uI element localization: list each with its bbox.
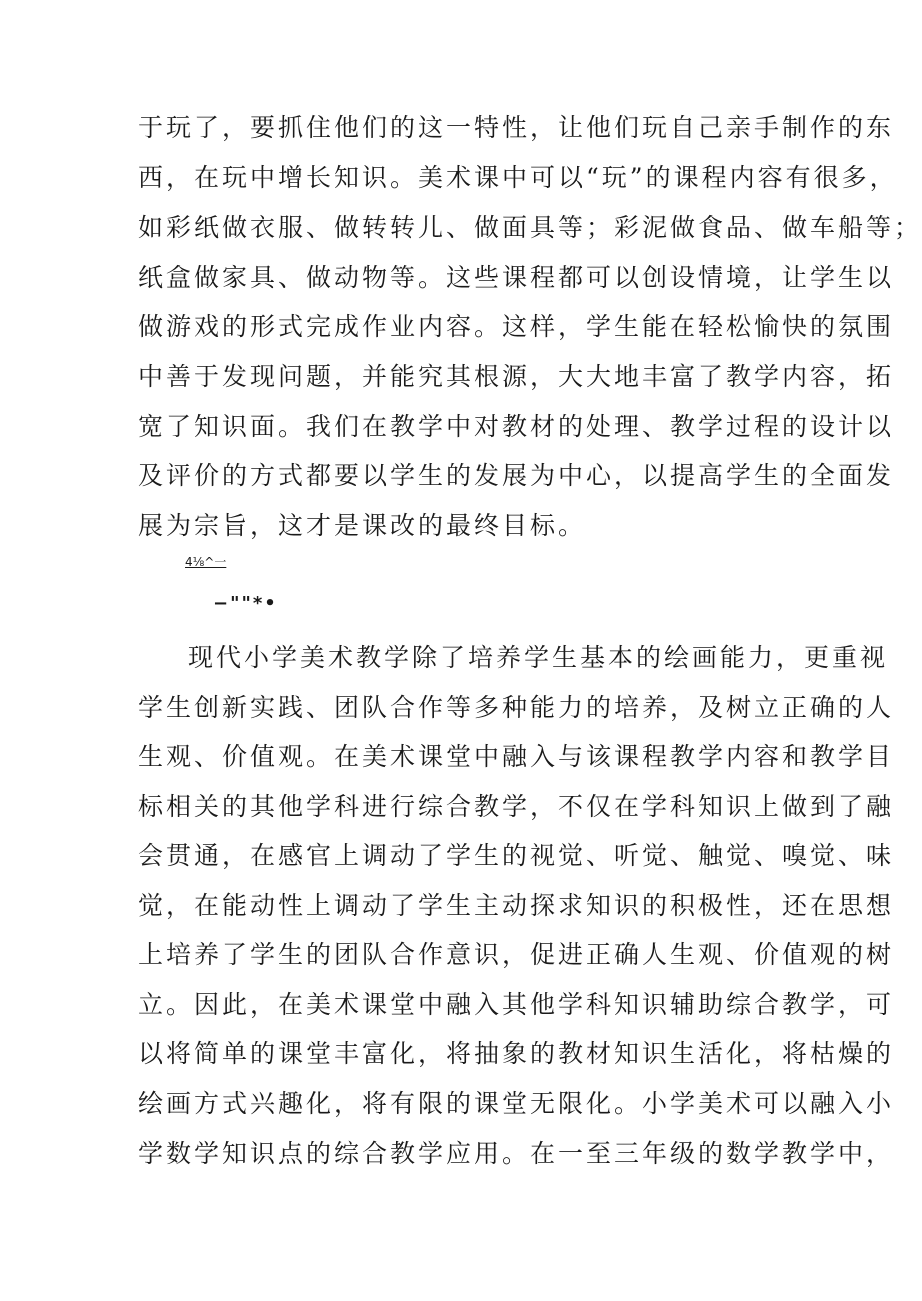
text-line: 展为宗旨，这才是课改的最终目标。 xyxy=(138,511,587,540)
artifact-mark-1: 4⅛^一 xyxy=(185,555,227,569)
text-line: 做游戏的形式完成作业内容。这样，学生能在轻松愉快的氛围 xyxy=(138,312,895,341)
text-line: 立。因此，在美术课堂中融入其他学科知识辅助综合教学，可 xyxy=(138,990,895,1019)
text-line: 生观、价值观。在美术课堂中融入与该课程教学内容和教学目 xyxy=(138,742,895,771)
text-line: 如彩纸做衣服、做转转儿、做面具等；彩泥做食品、做车船等； xyxy=(138,213,922,242)
text-line: 学生创新实践、团队合作等多种能力的培养，及树立正确的人 xyxy=(138,693,895,722)
text-line: 中善于发现问题，并能究其根源，大大地丰富了教学内容，拓 xyxy=(138,362,895,391)
artifact-mark-2: −""*• xyxy=(213,593,278,614)
text-line: 纸盒做家具、做动物等。这些课程都可以创设情境，让学生以 xyxy=(138,263,895,292)
text-line: 以将简单的课堂丰富化，将抽象的教材知识生活化，将枯燥的 xyxy=(138,1039,895,1068)
text-line: 宽了知识面。我们在教学中对教材的处理、教学过程的设计以 xyxy=(138,412,895,441)
text-line: 标相关的其他学科进行综合教学，不仅在学科知识上做到了融 xyxy=(138,792,895,821)
text-line: 学数学知识点的综合教学应用。在一至三年级的数学教学中， xyxy=(138,1139,895,1168)
text-line: 于玩了，要抓住他们的这一特性，让他们玩自己亲手制作的东 xyxy=(138,113,895,142)
text-line: 及评价的方式都要以学生的发展为中心，以提高学生的全面发 xyxy=(138,461,895,490)
text-line: 上培养了学生的团队合作意识，促进正确人生观、价值观的树 xyxy=(138,940,895,969)
text-line: 绘画方式兴趣化，将有限的课堂无限化。小学美术可以融入小 xyxy=(138,1089,895,1118)
text-line: 西，在玩中增长知识。美术课中可以“玩”的课程内容有很多， xyxy=(138,163,898,192)
text-line: 现代小学美术教学除了培养学生基本的绘画能力，更重视 xyxy=(188,643,889,672)
text-line: 会贯通，在感官上调动了学生的视觉、听觉、触觉、嗅觉、味 xyxy=(138,841,895,870)
text-line: 觉，在能动性上调动了学生主动探求知识的积极性，还在思想 xyxy=(138,891,895,920)
